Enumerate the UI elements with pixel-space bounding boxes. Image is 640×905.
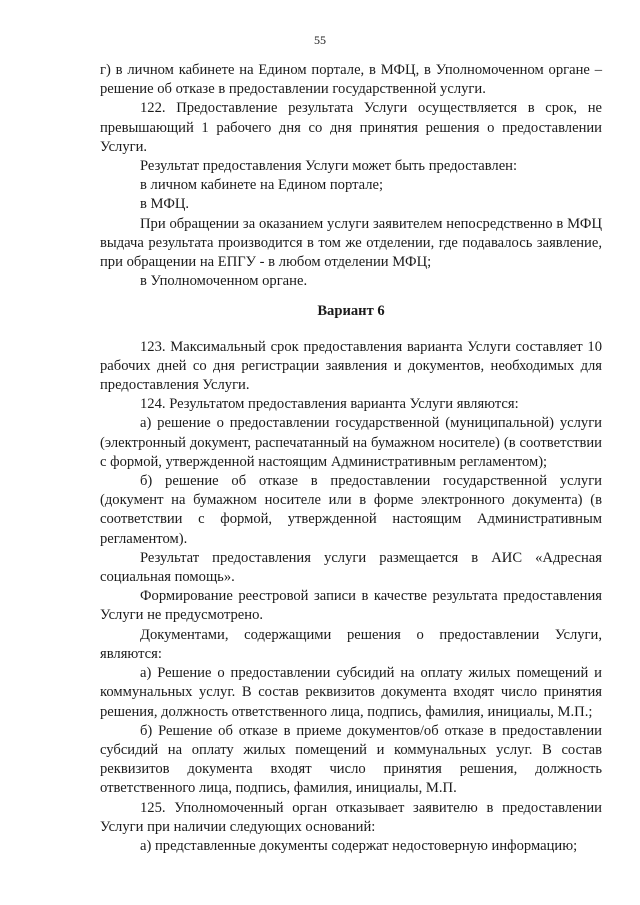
document-body	[100, 61, 602, 856]
paragraph-documents-b: б) Решение об отказе в приеме документов/об отказе в предоставлении субсидий на оплату жилых помещений и коммунальных услуг. В состав реквизитов документа входят число принятия решения, должность ответственного лица, подпись, фамилия, инициалы, М.П.	[100, 722, 602, 797]
paragraph-123: 123. Максимальный срок предоставления варианта Услуги составляет 10 рабочих дней со дня регистрации заявления и документов, необходимых для предоставления Услуги.	[100, 338, 602, 394]
paragraph-124: 124. Результатом предоставления варианта Услуги являются:	[140, 396, 519, 413]
paragraph-ais: Результат предоставления услуги размещается в АИС «Адресная социальная помощь».	[100, 549, 602, 586]
paragraph-mfc-details: При обращении за оказанием услуги заявителем непосредственно в МФЦ выдача результата производится в том же отделении, где подавалось заявление, при обращении на ЕПГУ - в любом отделении МФЦ;	[100, 215, 602, 271]
paragraph-documents-a: а) Решение о предоставлении субсидий на оплату жилых помещений и коммунальных услуг. В состав реквизитов документа входят число принятия решения, должность ответственного лица, подпись, фамилия, инициалы, М.П.;	[100, 665, 602, 720]
paragraph-result-intro: Результат предоставления Услуги может быть предоставлен:	[140, 158, 518, 175]
paragraph-option-mfc: в МФЦ.	[140, 196, 190, 213]
page-number: 55	[314, 33, 326, 47]
paragraph-option-authority: в Уполномоченном органе.	[140, 273, 308, 290]
paragraph-item-g: г) в личном кабинете на Едином портале, в МФЦ, в Уполномоченном органе – решение об отказе в предоставлении государственной услуги.	[100, 62, 602, 98]
paragraph-125: 125. Уполномоченный орган отказывает заявителю в предоставлении Услуги при наличии следующих оснований:	[100, 799, 602, 835]
paragraph-124-b: б) решение об отказе в предоставлении государственной услуги (документ на бумажном носителе или в форме электронного документа) (в соответствии с формой, утвержденной настоящим Административным регламентом).	[100, 473, 602, 547]
paragraph-122: 122. Предоставление результата Услуги осуществляется в срок, не превышающий 1 рабочего дня со дня принятия решения о предоставлении Услуги.	[100, 100, 602, 155]
paragraph-124-a: а) решение о предоставлении государственной (муниципальной) услуги (электронный документ, распечатанный на бумажном носителе) (в соответствии с формой, утвержденной настоящим Административным регламентом);	[100, 415, 602, 470]
paragraph-registry: Формирование реестровой записи в качестве результата предоставления Услуги не предусмотрено.	[100, 588, 602, 624]
paragraph-option-portal: в личном кабинете на Едином портале;	[140, 177, 384, 194]
section-heading: Вариант 6	[317, 303, 385, 320]
paragraph-125-a: а) представленные документы содержат недостоверную информацию;	[140, 837, 578, 854]
paragraph-documents-intro: Документами, содержащими решения о предоставлении Услуги, являются:	[100, 626, 602, 662]
